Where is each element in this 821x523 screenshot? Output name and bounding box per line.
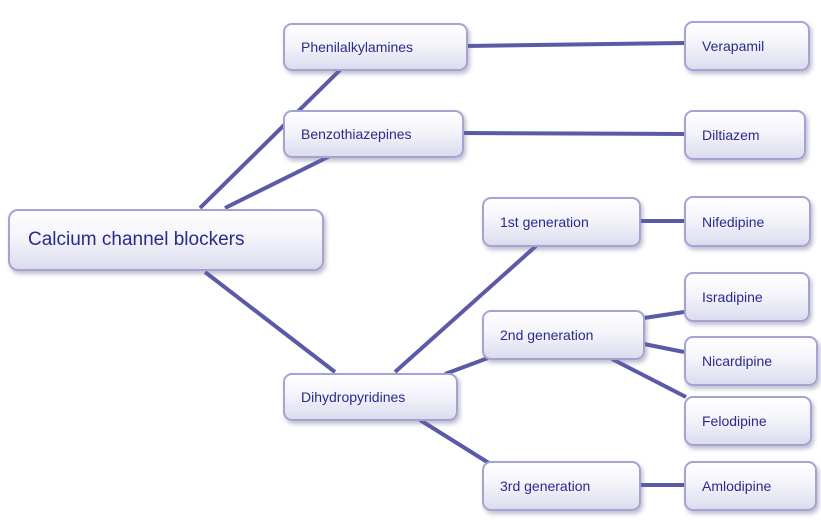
link-second-nicardipine	[644, 344, 684, 352]
class-node-phenylalkylamines	[283, 23, 468, 71]
drug-label: Nifedipine	[702, 213, 765, 230]
class-node-dihydropyridines	[283, 373, 458, 421]
drug-node-verapamil	[684, 21, 810, 71]
drug-label: Verapamil	[702, 38, 765, 54]
generation-node-third	[482, 461, 641, 511]
drug-node-isradipine	[684, 272, 810, 322]
drug-label: Diltiazem	[702, 127, 760, 143]
drug-node-amlodipine	[684, 461, 817, 511]
drug-node-felodipine	[684, 396, 812, 446]
class-node-benzothiazepines	[283, 110, 464, 158]
link-dihydropyridines-third	[420, 420, 492, 465]
drug-label: Felodipine	[702, 413, 767, 429]
link-second-isradipine	[644, 312, 684, 318]
drug-node-diltiazem	[684, 110, 806, 160]
drug-node-nicardipine	[684, 336, 818, 386]
link-phenylalkylamines-verapamil	[466, 43, 684, 46]
drug-label: Nicardipine	[702, 353, 773, 369]
link-root-benzothiazepines	[225, 156, 330, 208]
class-label: Phenilalkylamines	[301, 39, 414, 55]
drug-label: Isradipine	[702, 289, 763, 305]
link-root-dihydropyridines	[205, 272, 335, 372]
link-second-felodipine	[612, 359, 686, 397]
class-label: Dihydropyridines	[301, 389, 406, 405]
class-label: Benzothiazepines	[301, 126, 412, 142]
drug-label: Amlodipine	[702, 478, 772, 494]
drug-node-nifedipine	[684, 196, 811, 247]
link-dihydropyridines-second	[445, 358, 488, 374]
generation-label: 2nd generation	[500, 327, 594, 343]
generation-label: 3rd generation	[500, 478, 591, 494]
root-node	[8, 209, 324, 271]
generation-node-first	[482, 197, 641, 247]
generation-label: 1st generation	[500, 214, 589, 230]
generation-node-second	[482, 310, 645, 360]
link-benzothiazepines-diltiazem	[462, 133, 684, 134]
root-label: Calcium channel blockers	[28, 229, 245, 250]
